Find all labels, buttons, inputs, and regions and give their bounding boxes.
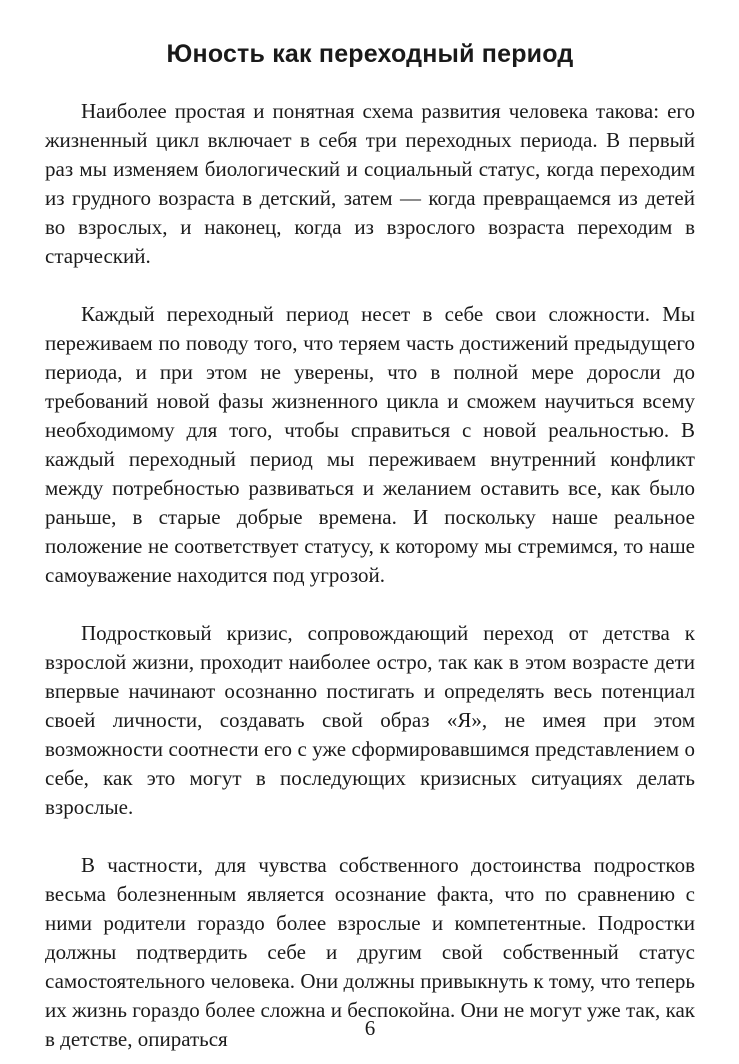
paragraph-4: В частности, для чувства собственного достоинства подростков весьма болезненным является осознание факта, что по сравнению с ними родители гораздо более взрослые и компетентные. Подростки должны подтвердить себе и другим свой собственный статус самостоятельного человека. Они должны привыкнуть к тому, что теперь их жизнь гораздо более сложна и беспокойна. Они не могут уже так, как в детстве, опираться	[45, 853, 695, 1051]
paragraph-2: Каждый переходный период несет в себе свои сложности. Мы переживаем по поводу того, что теряем часть достижений предыдущего периода, и при этом не уверены, что в полной мере доросли до требований новой фазы жизненного цикла и сможем научиться всему необходимому для того, чтобы справиться с новой реальностью. В каждый переходный период мы переживаем внутренний конфликт между потребностью развиваться и желанием оставить все, как было раньше, в старые добрые времена. И поскольку наше реальное положение не соответствует статусу, к которому мы стремимся, то наше самоуважение находится под угрозой.	[45, 302, 695, 587]
book-page	[45, 0, 695, 1064]
page-number: 6	[364, 1016, 376, 1040]
body-text	[45, 97, 695, 1054]
paragraph-3: Подростковый кризис, сопровождающий переход от детства к взрослой жизни, проходит наиболее остро, так как в этом возрасте дети впервые начинают осознанно постигать и определять весь потенциал своей личности, создавать свой образ «Я», не имея при этом возможности соотнести его с уже сформировавшимся представлением о себе, как это могут в последующих кризисных ситуациях делать взрослые.	[45, 621, 695, 819]
page-title: Юность как переходный период	[166, 40, 574, 68]
paragraph-1: Наиболее простая и понятная схема развития человека такова: его жизненный цикл включает в себя три переходных периода. В первый раз мы изменяем биологический и социальный статус, когда переходим из грудного возраста в детский, затем — когда превращаемся из детей во взрослых, и наконец, когда из взрослого возраста переходим в старческий.	[45, 99, 695, 268]
